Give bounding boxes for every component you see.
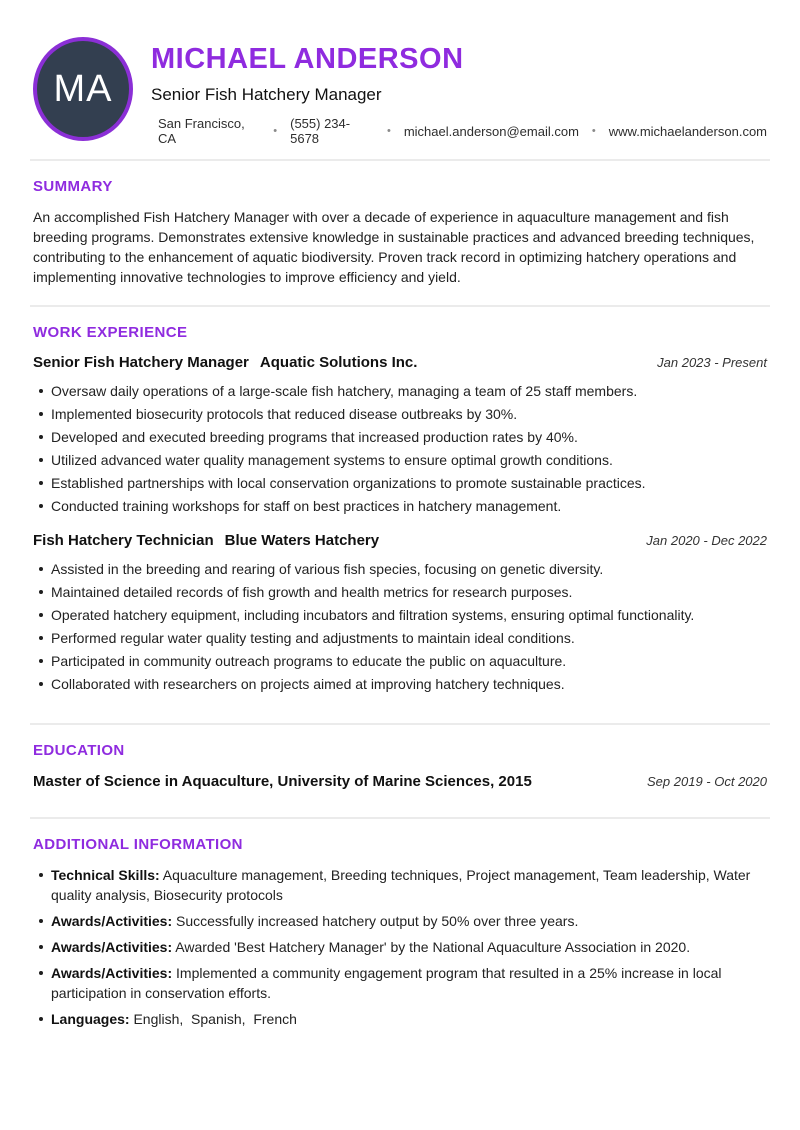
- contact-website: www.michaelanderson.com: [608, 123, 767, 139]
- info-item-label: Awards/Activities:: [51, 913, 173, 929]
- job-bullet: Oversaw daily operations of a large-scale fish hatchery, managing a team of 25 staff members.: [33, 381, 767, 401]
- job-bullet: Established partnerships with local conservation organizations to promote sustainable practices.: [33, 473, 767, 493]
- job-entry-header: [33, 354, 767, 372]
- summary-heading: SUMMARY: [33, 178, 113, 195]
- avatar-initials: MA: [53, 67, 113, 110]
- contact-row: [158, 116, 767, 146]
- summary-section: [33, 178, 767, 287]
- education-entry: [33, 773, 767, 791]
- job-dates: Jan 2023 - Present: [657, 355, 767, 370]
- resume-header: [33, 36, 767, 146]
- job-bullet: Collaborated with researchers on projects aimed at improving hatchery techniques.: [33, 674, 767, 694]
- job-entry: [33, 354, 767, 516]
- info-item-text: English, Spanish, French: [129, 1011, 297, 1027]
- candidate-title: Senior Fish Hatchery Manager: [151, 85, 382, 104]
- additional-information-heading: ADDITIONAL INFORMATION: [33, 836, 243, 853]
- avatar: [33, 37, 133, 141]
- work-experience-section: [33, 324, 767, 694]
- info-item: [33, 865, 767, 905]
- contact-location: San Francisco, CA: [158, 116, 245, 146]
- job-entry: [33, 532, 767, 694]
- job-bullet-list: [33, 381, 767, 516]
- header-text: [151, 36, 767, 146]
- job-bullet-list: [33, 559, 767, 694]
- job-bullet: Participated in community outreach programs to educate the public on aquaculture.: [33, 651, 767, 671]
- job-title: Senior Fish Hatchery Manager: [33, 354, 249, 371]
- dot-separator-icon: •: [273, 124, 278, 137]
- job-bullet: Developed and executed breeding programs that increased production rates by 40%.: [33, 427, 767, 447]
- section-divider: [30, 817, 770, 819]
- info-item-text: Implemented a community engagement program that resulted in a 25% increase in local participation in conservation efforts.: [51, 965, 726, 1001]
- info-item: [33, 963, 767, 1003]
- info-item: [33, 1009, 767, 1029]
- summary-text: An accomplished Fish Hatchery Manager with over a decade of experience in aquaculture management and fish breeding programs. Demonstrates extensive knowledge in sustainable practices and advanced breeding techniques, contributing to the enhancement of aquatic biodiversity. Proven track record in optimizing hatchery operations and implementing innovative technologies to improve efficiency and yield.: [33, 209, 755, 285]
- work-experience-heading: WORK EXPERIENCE: [33, 324, 188, 341]
- education-dates: Sep 2019 - Oct 2020: [647, 774, 767, 789]
- job-bullet: Maintained detailed records of fish growth and health metrics for research purposes.: [33, 582, 767, 602]
- job-bullet: Utilized advanced water quality management systems to ensure optimal growth conditions.: [33, 450, 767, 470]
- dot-separator-icon: •: [591, 124, 596, 137]
- additional-info-list: [33, 865, 767, 1029]
- job-company: Aquatic Solutions Inc.: [259, 354, 418, 371]
- section-divider: [30, 305, 770, 307]
- job-bullet: Performed regular water quality testing and adjustments to maintain ideal conditions.: [33, 628, 767, 648]
- info-item-text: Aquaculture management, Breeding techniques, Project management, Team leadership, Water quality analysis, Biosecurity protocols: [51, 867, 755, 903]
- job-entry-header: [33, 532, 767, 550]
- info-item-text: Successfully increased hatchery output by 50% over three years.: [172, 913, 579, 929]
- info-item-label: Awards/Activities:: [51, 939, 173, 955]
- job-title-line: [33, 532, 379, 550]
- education-heading: EDUCATION: [33, 742, 125, 759]
- education-degree: Master of Science in Aquaculture, University of Marine Sciences, 2015: [33, 773, 532, 790]
- contact-phone: (555) 234-5678: [290, 116, 351, 146]
- additional-information-section: [33, 836, 767, 1029]
- section-divider: [30, 723, 770, 725]
- job-bullet: Implemented biosecurity protocols that reduced disease outbreaks by 30%.: [33, 404, 767, 424]
- info-item-label: Awards/Activities:: [51, 965, 173, 981]
- job-bullet: Operated hatchery equipment, including incubators and filtration systems, ensuring optimal functionality.: [33, 605, 767, 625]
- contact-email: michael.anderson@email.com: [403, 123, 579, 139]
- info-item: [33, 911, 767, 931]
- candidate-name: MICHAEL ANDERSON: [151, 43, 464, 75]
- job-dates: Jan 2020 - Dec 2022: [646, 533, 767, 548]
- job-title-line: [33, 354, 417, 372]
- dot-separator-icon: •: [386, 124, 391, 137]
- job-title: Fish Hatchery Technician: [33, 532, 214, 549]
- info-item: [33, 937, 767, 957]
- info-item-label: Languages:: [51, 1011, 130, 1027]
- job-bullet: Conducted training workshops for staff on best practices in hatchery management.: [33, 496, 767, 516]
- info-item-label: Technical Skills:: [51, 867, 160, 883]
- header-divider: [30, 159, 770, 161]
- info-item-text: Awarded 'Best Hatchery Manager' by the National Aquaculture Association in 2020.: [172, 939, 691, 955]
- job-bullet: Assisted in the breeding and rearing of various fish species, focusing on genetic diversity.: [33, 559, 767, 579]
- job-company: Blue Waters Hatchery: [224, 532, 380, 549]
- education-section: [33, 742, 767, 791]
